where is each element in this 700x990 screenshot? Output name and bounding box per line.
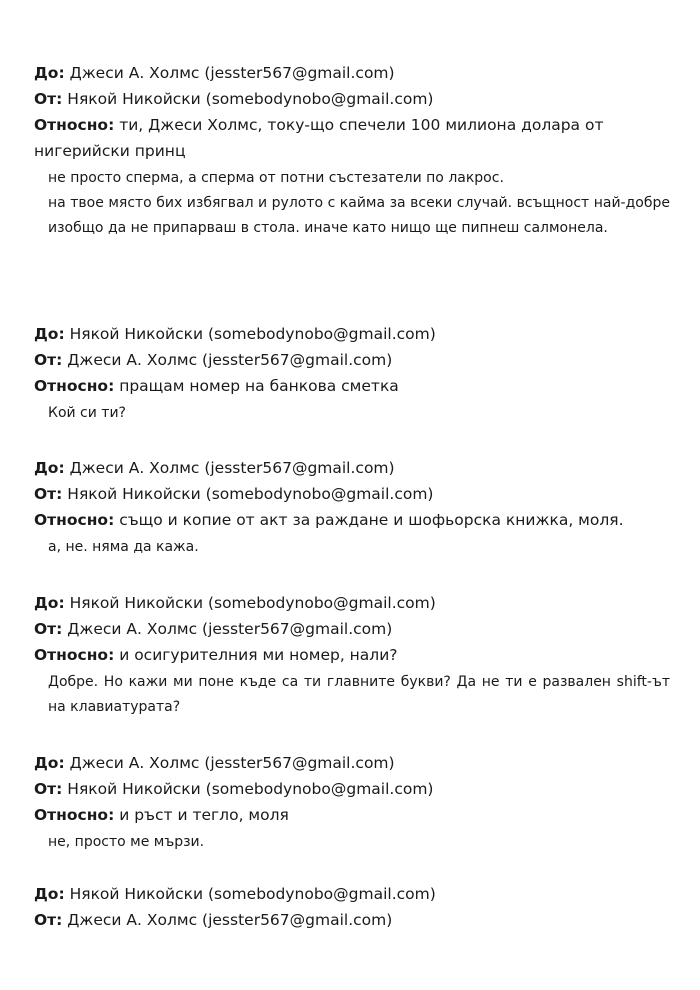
to-value: Някой Никойски (somebodynobo@gmail.com) — [69, 885, 436, 903]
email-message — [34, 321, 674, 426]
email-message — [34, 590, 674, 720]
to-value: Джеси А. Холмс (jesster567@gmail.com) — [69, 754, 395, 772]
to-line — [34, 590, 674, 616]
from-line — [34, 347, 674, 373]
from-value: Някой Никойски (somebodynobo@gmail.com) — [67, 485, 434, 503]
body-paragraph: Кой си ти? — [48, 405, 126, 421]
from-label: От: — [34, 780, 63, 798]
subject-line — [34, 373, 674, 399]
subject-line — [34, 802, 674, 828]
to-line — [34, 750, 674, 776]
body-paragraph: не просто сперма, а сперма от потни състезатели по лакрос. — [48, 170, 504, 186]
to-label: До: — [34, 459, 65, 477]
to-line — [34, 60, 674, 86]
from-line — [34, 481, 674, 507]
from-label: От: — [34, 90, 63, 108]
subject-value: ти, Джеси Холмс, току-що спечели 100 милиона долара от нигерийски принц — [34, 116, 604, 160]
email-message — [34, 60, 674, 241]
body-paragraph: Добре. Но кажи ми поне къде са ти главните букви? Да не ти е развален shift-ът на клавиатурата? — [48, 674, 670, 715]
to-value: Джеси А. Холмс (jesster567@gmail.com) — [69, 459, 395, 477]
from-line — [34, 616, 674, 642]
subject-line — [34, 112, 674, 164]
body-paragraph: не, просто ме мързи. — [48, 834, 205, 850]
to-label: До: — [34, 594, 65, 612]
subject-value: и ръст и тегло, моля — [119, 806, 289, 824]
to-value: Някой Никойски (somebodynobo@gmail.com) — [69, 594, 436, 612]
from-value: Джеси А. Холмс (jesster567@gmail.com) — [67, 351, 393, 369]
subject-line — [34, 507, 674, 533]
email-body — [48, 166, 670, 241]
subject-label: Относно: — [34, 116, 115, 134]
from-label: От: — [34, 351, 63, 369]
to-label: До: — [34, 754, 65, 772]
from-value: Джеси А. Холмс (jesster567@gmail.com) — [67, 620, 393, 638]
from-line — [34, 907, 674, 933]
email-message — [34, 455, 674, 560]
email-body — [48, 830, 670, 855]
subject-value: също и копие от акт за раждане и шофьорска книжка, моля. — [119, 511, 624, 529]
from-value: Джеси А. Холмс (jesster567@gmail.com) — [67, 911, 393, 929]
from-value: Някой Никойски (somebodynobo@gmail.com) — [67, 90, 434, 108]
from-label: От: — [34, 620, 63, 638]
from-label: От: — [34, 485, 63, 503]
email-body — [48, 535, 670, 560]
from-label: От: — [34, 911, 63, 929]
subject-label: Относно: — [34, 377, 115, 395]
subject-line — [34, 642, 674, 668]
body-paragraph: а, не. няма да кажа. — [48, 539, 199, 555]
email-body — [48, 670, 670, 720]
from-value: Някой Никойски (somebodynobo@gmail.com) — [67, 780, 434, 798]
to-label: До: — [34, 325, 65, 343]
email-body — [48, 401, 670, 426]
to-value: Джеси А. Холмс (jesster567@gmail.com) — [69, 64, 395, 82]
body-paragraph: на твое място бих избягвал и рулото с кайма за всеки случай. всъщност най-добре изобщо да не припарваш в стола. иначе като нищо ще пипнеш салмонела. — [48, 195, 670, 236]
email-message — [34, 750, 674, 855]
to-line — [34, 881, 674, 907]
to-line — [34, 321, 674, 347]
subject-label: Относно: — [34, 806, 115, 824]
from-line — [34, 776, 674, 802]
subject-value: и осигурителния ми номер, нали? — [119, 646, 398, 664]
to-label: До: — [34, 64, 65, 82]
subject-label: Относно: — [34, 646, 115, 664]
subject-value: пращам номер на банкова сметка — [119, 377, 399, 395]
to-value: Някой Никойски (somebodynobo@gmail.com) — [69, 325, 436, 343]
from-line — [34, 86, 674, 112]
email-message — [34, 881, 674, 933]
to-label: До: — [34, 885, 65, 903]
subject-label: Относно: — [34, 511, 115, 529]
to-line — [34, 455, 674, 481]
